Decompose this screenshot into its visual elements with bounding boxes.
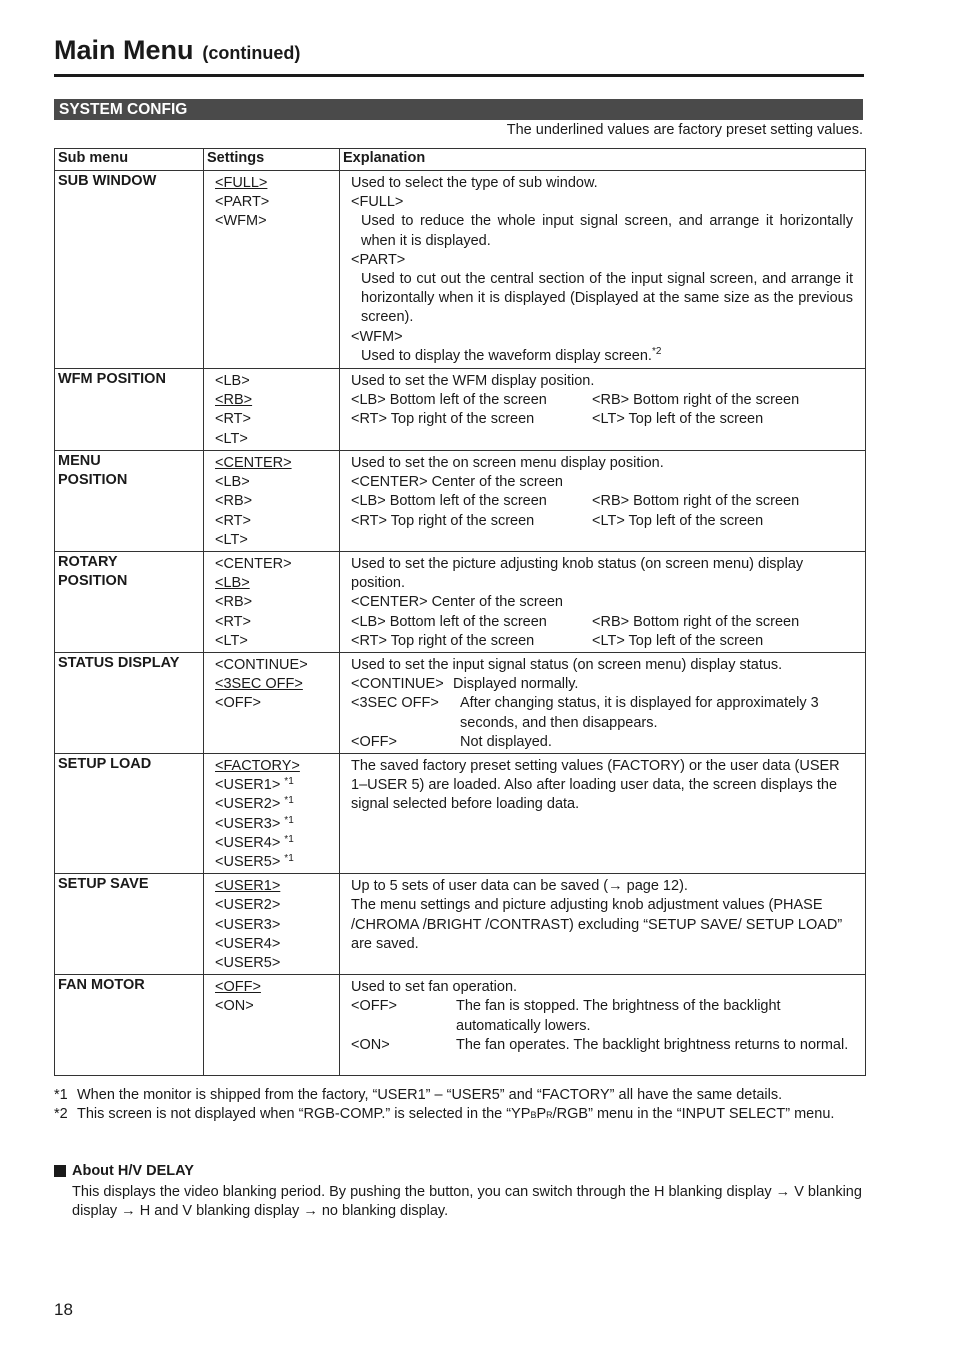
sub-menu-label: MENU POSITION: [58, 453, 128, 489]
sub-menu-cell: SETUP LOAD: [55, 754, 204, 874]
setting-option: <LB>: [215, 373, 250, 389]
fan-option: [351, 1036, 853, 1055]
setting-option: <LT>: [215, 632, 248, 649]
fan-key: <ON>: [351, 1036, 390, 1053]
settings-cell: [204, 171, 340, 369]
setting-option: <CENTER>: [215, 556, 292, 573]
footnote-text: [77, 1105, 834, 1125]
footnote-ref: *1: [284, 776, 294, 788]
fan-value: The fan operates. The backlight brightness returns to normal.: [456, 1036, 849, 1053]
sub-menu-label: ROTARY POSITION: [58, 554, 128, 590]
explanation-text: The saved factory preset setting values (FACTORY) or the user data (USER 1–USER 5) are loaded. Also after loading user data, the screen displays the signal selected before loading data.: [351, 758, 840, 813]
footnote-ref: *2: [651, 345, 662, 357]
status-key: <3SEC OFF>: [351, 695, 439, 712]
setting-option: [215, 853, 335, 872]
column-header-settings: Settings: [204, 149, 340, 171]
setting-option: <FULL>: [215, 175, 268, 191]
footnote-ref: *1: [284, 833, 294, 845]
footnotes: [54, 1086, 869, 1126]
explanation-text: Used to reduce the whole input signal screen, and arrange it horizontally when it is displayed.: [361, 213, 853, 249]
setting-option: [215, 834, 335, 853]
setting-option: <USER1>: [215, 878, 281, 895]
setting-option: <OFF>: [215, 695, 261, 712]
setting-option: [215, 795, 335, 814]
about-hv-delay-heading: [54, 1163, 194, 1179]
position-text: <LB> Bottom left of the screen: [351, 493, 547, 510]
explanation-text: Used to cut out the central section of the input signal screen, and arrange it horizontally when it is displayed (Displayed at the same size as the previous screen).: [361, 271, 853, 326]
footnote-text-part: P: [536, 1106, 547, 1123]
explanation-text: The menu settings and picture adjusting knob adjustment values (PHASE /CHROMA /BRIGHT /CONTRAST) excluding “SETUP SAVE/ SETUP LOAD” are saved.: [351, 897, 843, 952]
position-text: <LT> Top left of the screen: [592, 632, 764, 649]
explanation-cell: [340, 653, 866, 754]
footnote-ref: *1: [284, 795, 294, 807]
explanation-text: Used to set the WFM display position.: [351, 373, 595, 389]
setting-option: <USER5>: [215, 955, 281, 972]
position-text: <RB> Bottom right of the screen: [592, 493, 800, 510]
fan-value: The fan is stopped. The brightness of the backlight automatically lowers.: [456, 998, 781, 1034]
settings-cell: [204, 451, 340, 552]
footnote-2: [54, 1105, 869, 1125]
section-header: SYSTEM CONFIG: [54, 99, 863, 120]
explanation-text: Used to set the on screen menu display position.: [351, 455, 664, 471]
setting-option: <RT>: [215, 411, 252, 428]
explanation-text: Used to set the picture adjusting knob status (on screen menu) display position.: [351, 556, 804, 592]
position-text: <RT> Top right of the screen: [351, 512, 535, 529]
setting-option-label: <USER3>: [215, 815, 281, 832]
setting-option: <RT>: [215, 512, 252, 529]
footnote-ref: *1: [284, 853, 294, 865]
setting-option: <RB>: [215, 493, 253, 510]
position-text: <RB> Bottom right of the screen: [592, 613, 800, 630]
explanation-cell: [340, 975, 866, 1076]
position-text: <LT> Top left of the screen: [592, 411, 764, 428]
explanation-text: <WFM>: [351, 328, 403, 345]
explanation-text: Used to set the input signal status (on screen menu) display status.: [351, 657, 783, 674]
footnote-subscript: R: [546, 1110, 553, 1121]
settings-cell: [204, 653, 340, 754]
explanation-cell: [340, 369, 866, 451]
sub-menu-cell: SETUP SAVE: [55, 874, 204, 975]
footnote-mark: *2: [54, 1106, 68, 1123]
footnote-ref: *1: [284, 814, 294, 826]
setting-option-label: <USER1>: [215, 777, 281, 794]
setting-option: <LT>: [215, 531, 248, 548]
table-row-fan-motor: [55, 975, 866, 1076]
position-text: <RB> Bottom right of the screen: [592, 392, 800, 409]
explanation-text: [351, 347, 853, 366]
explanation-cell: [340, 754, 866, 874]
page-number: 18: [54, 1300, 73, 1319]
table-row-setup-load: [55, 754, 866, 874]
setting-option: <LT>: [215, 430, 248, 447]
sub-menu-cell: STATUS DISPLAY: [55, 653, 204, 754]
status-option: [351, 733, 853, 752]
column-header-explanation: Explanation: [340, 149, 866, 171]
setting-option: <PART>: [215, 194, 270, 211]
sub-menu-cell: [55, 552, 204, 653]
setting-option-label: <USER5>: [215, 854, 281, 871]
explanation-text: <CENTER> Center of the screen: [351, 594, 563, 611]
position-pair: [351, 492, 853, 511]
setting-option: <3SEC OFF>: [215, 676, 303, 693]
footnote-subscript: B: [530, 1110, 537, 1121]
sub-menu-cell: FAN MOTOR: [55, 975, 204, 1076]
fan-option: [351, 997, 853, 1035]
table-row-rotary-position: [55, 552, 866, 653]
sub-menu-cell: SUB WINDOW: [55, 171, 204, 369]
table-row-wfm-position: [55, 369, 866, 451]
table-row-status-display: [55, 653, 866, 754]
explanation-text: Used to select the type of sub window.: [351, 175, 598, 191]
setting-option: <LB>: [215, 474, 250, 491]
explanation-cell: [340, 451, 866, 552]
footnote-text: When the monitor is shipped from the factory, “USER1” – “USER5” and “FACTORY” all have the same details.: [77, 1087, 783, 1103]
column-header-sub-menu: Sub menu: [55, 149, 204, 171]
setting-option-label: <USER2>: [215, 796, 281, 813]
explanation-text: Up to 5 sets of user data can be saved (→ page 12).: [351, 878, 688, 895]
status-option: [351, 675, 853, 694]
status-key: <OFF>: [351, 733, 397, 750]
setting-option: [215, 815, 335, 834]
setting-option: <USER3>: [215, 916, 281, 933]
settings-cell: [204, 552, 340, 653]
footnote-mark: *1: [54, 1087, 68, 1103]
explanation-text-span: Used to display the waveform display screen.: [361, 347, 652, 364]
explanation-cell: [340, 552, 866, 653]
about-hv-delay-text: This displays the video blanking period. By pushing the button, you can switch through the H blanking display → V blanking display → H and V blanking display → no blanking display.: [72, 1184, 862, 1220]
settings-cell: [204, 369, 340, 451]
position-pair: [351, 613, 853, 632]
footnote-text-part: /RGB” menu in the “INPUT SELECT” menu.: [552, 1106, 835, 1123]
position-text: <LT> Top left of the screen: [592, 512, 764, 529]
about-heading-text: About H/V DELAY: [72, 1163, 194, 1179]
position-pair: [351, 512, 853, 531]
position-text: <RT> Top right of the screen: [351, 632, 535, 649]
page-title: [54, 32, 300, 64]
footnote-1: [54, 1086, 869, 1105]
status-key: <CONTINUE>: [351, 676, 444, 693]
settings-cell: [204, 754, 340, 874]
setting-option: <LB>: [215, 575, 250, 592]
fan-key: <OFF>: [351, 998, 397, 1015]
setting-option: <WFM>: [215, 213, 267, 230]
system-config-table: [54, 148, 866, 1076]
page-title-continued: (continued): [202, 43, 301, 63]
setting-option: <USER2>: [215, 897, 281, 914]
position-text: <LB> Bottom left of the screen: [351, 392, 547, 409]
table-row-menu-position: [55, 451, 866, 552]
setting-option: <RB>: [215, 594, 253, 611]
status-value: After changing status, it is displayed for approximately 3 seconds, and then disappears.: [460, 695, 819, 731]
setting-option: <CENTER>: [215, 455, 292, 471]
footnote-text-part: This screen is not displayed when “RGB-COMP.” is selected in the “YP: [77, 1106, 531, 1123]
setting-option: <ON>: [215, 998, 254, 1015]
explanation-cell: [340, 171, 866, 369]
position-text: <RT> Top right of the screen: [351, 411, 535, 428]
factory-preset-note: The underlined values are factory preset setting values.: [506, 122, 863, 138]
explanation-cell: [340, 874, 866, 975]
square-bullet-icon: [54, 1165, 66, 1177]
setting-option: <CONTINUE>: [215, 657, 308, 674]
table-row-sub-window: [55, 171, 866, 369]
position-pair: [351, 632, 853, 651]
setting-option: <RT>: [215, 613, 252, 630]
sub-menu-cell: [55, 451, 204, 552]
page-title-main: Main Menu: [54, 35, 194, 65]
settings-cell: [204, 975, 340, 1076]
setting-option: <OFF>: [215, 979, 261, 996]
status-value: Displayed normally.: [453, 676, 579, 693]
status-value: Not displayed.: [460, 733, 552, 750]
setting-option: <RB>: [215, 392, 253, 409]
explanation-text: <CENTER> Center of the screen: [351, 474, 563, 491]
setting-option: <USER4>: [215, 935, 281, 952]
sub-menu-cell: WFM POSITION: [55, 369, 204, 451]
table-row-setup-save: [55, 874, 866, 975]
position-text: <LB> Bottom left of the screen: [351, 613, 547, 630]
explanation-text: <FULL>: [351, 194, 404, 211]
setting-option: <FACTORY>: [215, 758, 300, 775]
setting-option: [215, 776, 335, 795]
position-pair: [351, 410, 853, 429]
settings-cell: [204, 874, 340, 975]
explanation-text: <PART>: [351, 251, 406, 268]
position-pair: [351, 391, 853, 410]
title-rule: [54, 74, 864, 77]
status-option: [351, 694, 853, 732]
table-header-row: [55, 149, 866, 171]
setting-option-label: <USER4>: [215, 834, 281, 851]
explanation-text: Used to set fan operation.: [351, 979, 518, 996]
